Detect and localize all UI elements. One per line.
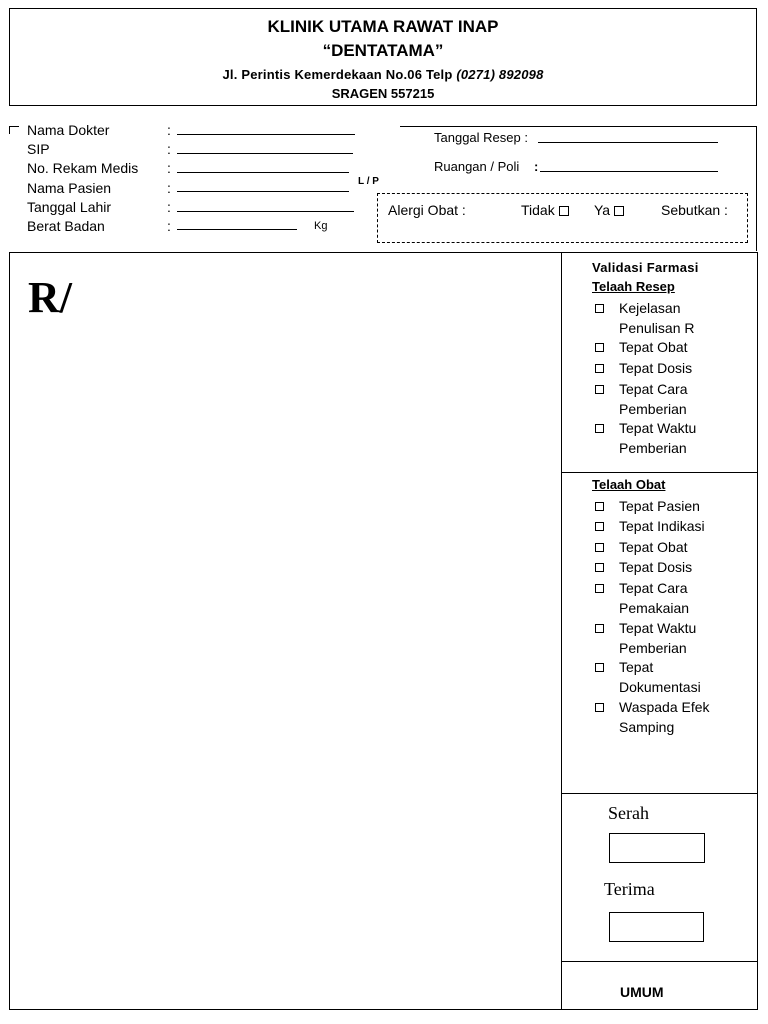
item-line1: Tepat Waktu: [619, 420, 697, 436]
terima-signature-box[interactable]: [609, 912, 704, 942]
item-line1: Tepat Obat: [619, 339, 688, 355]
serah-signature-box[interactable]: [609, 833, 705, 863]
allergy-yes-label: Ya: [594, 202, 611, 218]
checkbox-icon[interactable]: [614, 206, 624, 216]
phone-number: (0271) 892098: [456, 67, 544, 82]
item-line1: Tepat: [619, 659, 654, 675]
checkbox-icon[interactable]: [595, 424, 604, 433]
field-colon: :: [167, 160, 171, 176]
serah-label: Serah: [608, 803, 649, 823]
section-divider: [561, 961, 758, 962]
category-label: UMUM: [620, 984, 664, 1000]
checkbox-icon[interactable]: [595, 502, 604, 511]
item-line1: Tepat Obat: [619, 539, 688, 555]
checkbox-icon[interactable]: [595, 663, 604, 672]
validation-title: Validasi Farmasi: [592, 260, 699, 275]
telaah-obat-title: Telaah Obat: [592, 477, 666, 492]
gender-suffix: L / P: [358, 176, 379, 187]
item-line2: Samping: [619, 718, 675, 735]
allergy-option-no[interactable]: [521, 202, 569, 218]
checkbox-icon[interactable]: [595, 703, 604, 712]
tanggal-lahir-line[interactable]: [177, 211, 354, 212]
checkbox-icon[interactable]: [559, 206, 569, 216]
field-label-nama-pasien: Nama Pasien: [27, 180, 112, 196]
checkbox-icon[interactable]: [595, 364, 604, 373]
ruangan-colon: :: [534, 159, 539, 174]
clinic-header: [9, 8, 757, 106]
ruangan-label: Ruangan / Poli: [434, 159, 520, 174]
corner-mark-left: [9, 126, 19, 127]
item-line1: Tepat Waktu: [619, 620, 697, 636]
terima-label: Terima: [604, 879, 655, 899]
rx-symbol: R/: [28, 273, 72, 322]
allergy-option-yes[interactable]: [594, 202, 624, 218]
checkbox-icon[interactable]: [595, 522, 604, 531]
checkbox-icon[interactable]: [595, 304, 604, 313]
top-right-rule: [400, 126, 757, 127]
ruangan-line[interactable]: [540, 171, 718, 172]
right-edge-rule: [756, 126, 757, 251]
clinic-name: KLINIK UTAMA RAWAT INAP: [267, 17, 499, 36]
item-line1: Tepat Cara: [619, 381, 688, 397]
item-line2: Dokumentasi: [619, 678, 701, 695]
weight-unit: Kg: [314, 220, 328, 232]
sip-line[interactable]: [177, 153, 353, 154]
nama-dokter-line[interactable]: [177, 134, 355, 135]
item-line2: Pemberian: [619, 439, 687, 456]
field-label-berat-badan: Berat Badan: [27, 218, 105, 234]
item-line1: Tepat Pasien: [619, 498, 700, 514]
field-label-nama-dokter: Nama Dokter: [27, 122, 110, 138]
tanggal-resep-line[interactable]: [538, 142, 718, 143]
checkbox-icon[interactable]: [595, 584, 604, 593]
nama-pasien-line[interactable]: [177, 191, 349, 192]
berat-badan-line[interactable]: [177, 229, 297, 230]
field-colon: :: [167, 141, 171, 157]
checkbox-icon[interactable]: [595, 624, 604, 633]
item-line2: Pemberian: [619, 400, 687, 417]
allergy-no-label: Tidak: [521, 202, 555, 218]
item-line1: Tepat Dosis: [619, 559, 693, 575]
item-line2: Pemakaian: [619, 599, 690, 616]
validation-column-divider: [561, 252, 562, 1010]
field-label-sip: SIP: [27, 141, 50, 157]
item-line1: Waspada Efek: [619, 699, 710, 715]
item-line1: Tepat Indikasi: [619, 518, 705, 534]
field-label-rekam-medis: No. Rekam Medis: [27, 160, 139, 176]
clinic-address: [10, 67, 756, 82]
section-divider: [561, 472, 758, 473]
item-line2: Penulisan R: [619, 319, 695, 336]
field-colon: :: [167, 180, 171, 196]
tanggal-resep-label: Tanggal Resep :: [434, 130, 528, 145]
checkbox-icon[interactable]: [595, 563, 604, 572]
telaah-resep-title: Telaah Resep: [592, 279, 675, 294]
item-line1: Kejelasan: [619, 300, 681, 316]
item-line2: Pemberian: [619, 639, 687, 656]
field-colon: :: [167, 218, 171, 234]
clinic-brand: “DENTATAMA”: [322, 41, 444, 60]
item-line1: Tepat Cara: [619, 580, 688, 596]
checkbox-icon[interactable]: [595, 543, 604, 552]
section-divider: [561, 793, 758, 794]
allergy-box: [377, 193, 748, 243]
rekam-medis-line[interactable]: [177, 172, 349, 173]
item-line1: Tepat Dosis: [619, 360, 693, 376]
clinic-city: SRAGEN 557215: [331, 86, 435, 101]
field-colon: :: [167, 122, 171, 138]
corner-mark-left-v: [9, 126, 10, 134]
field-colon: :: [167, 199, 171, 215]
checkbox-icon[interactable]: [595, 385, 604, 394]
field-label-tanggal-lahir: Tanggal Lahir: [27, 199, 112, 215]
address-text: Jl. Perintis Kemerdekaan No.06 Telp: [222, 67, 457, 82]
allergy-label: Alergi Obat :: [388, 202, 466, 218]
allergy-specify-label: Sebutkan :: [661, 202, 728, 218]
checkbox-icon[interactable]: [595, 343, 604, 352]
